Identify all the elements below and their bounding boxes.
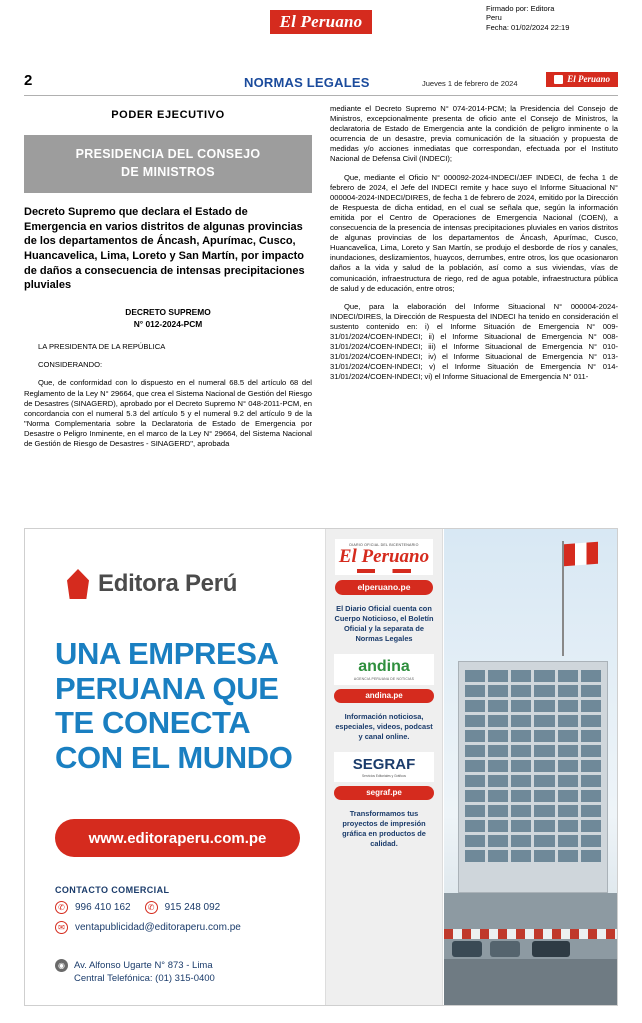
authority-line: LA PRESIDENTA DE LA REPÚBLICA xyxy=(38,342,166,352)
segraf-url[interactable]: segraf.pe xyxy=(334,786,434,800)
envelope-icon: ✉ xyxy=(55,921,68,934)
street-scene xyxy=(444,893,618,1005)
editora-peru-label: Editora Perú xyxy=(98,570,238,597)
ad-phone-2[interactable]: 915 248 092 xyxy=(164,902,221,913)
andina-description: Información noticiosa, especiales, videos, podcast y canal online. xyxy=(335,711,433,741)
el-peruano-tagline: DIARIO OFICIAL DEL BICENTENARIO xyxy=(349,543,419,547)
entity-line-1: PRESIDENCIA DEL CONSEJO xyxy=(75,146,261,161)
ad-phone-1[interactable]: 996 410 162 xyxy=(75,902,131,913)
page-number: 2 xyxy=(24,72,33,89)
phone-icon-2: ✆ xyxy=(145,901,158,914)
ad-photo xyxy=(444,529,618,1005)
right-paragraph-1: mediante el Decreto Supremo N° 074-2014-PCM; la Presidencia del Consejo de Ministros, excepcionalmente presenta de oficio ante el Consejo de Ministros, la declaratoria de Estado de Emergencia ante la condición de peligro inminente o la ocurrencia de un desastre, previa comunicación de la situación y propuesta de medidas y/o acciones inmediatas que correspondan, efectuada por el Instituto Nacional de Defensa Civil (INDECI); xyxy=(330,104,618,164)
page-title: NORMAS LEGALES xyxy=(244,75,370,90)
header-el-peruano-logo xyxy=(546,72,618,87)
vehicle-icon-3 xyxy=(532,941,570,957)
building-illustration xyxy=(458,661,608,893)
ad-contact-list xyxy=(55,901,315,941)
editora-peru-logo xyxy=(67,569,237,599)
ad-main-panel xyxy=(25,529,325,1005)
flag-icon xyxy=(554,75,563,84)
ad-headline: UNA EMPRESA PERUANA QUE TE CONECTA CON EL MUNDO xyxy=(55,636,293,776)
awning-icon xyxy=(444,929,618,939)
ad-central-phone: Central Telefónica: (01) 315-0400 xyxy=(74,973,215,985)
stamp-line-2: Peru xyxy=(486,13,502,23)
ad-phone-row xyxy=(55,901,315,914)
brand-segraf xyxy=(334,752,434,782)
ad-email[interactable]: ventapublicidad@editoraperu.com.pe xyxy=(75,922,241,933)
segraf-name: SEGRAF xyxy=(352,755,416,773)
masthead xyxy=(0,10,642,34)
vehicle-icon-1 xyxy=(452,941,482,957)
header-date: Jueves 1 de febrero de 2024 xyxy=(422,79,518,88)
andina-subtitle: AGENCIA PERUANA DE NOTICIAS xyxy=(353,676,415,681)
ad-url-button[interactable]: www.editoraperu.com.pe xyxy=(55,819,300,857)
stamp-line-1: Firmado por: Editora xyxy=(486,4,555,13)
left-paragraph-1: Que, de conformidad con lo dispuesto en el numeral 68.5 del artículo 68 del Reglamento de la Ley N° 29664, que crea el Sistema Nacional de Gestión del Riesgo de Desastres (SINAGERD), aprobado por el Decreto Supremo N° 048-2011-PCM, en concordancia con el numeral 5.3 del artículo 5 y el numeral 9.2 del artículo 9 de la "Norma Complementaria sobre la Declaratoria de Estado de Emergencia por Desastre o Peligro Inminente, en el marco de la Ley N° 29664, del Sistema Nacional de Gestión de Riesgo de Desastres - SINAGERD", aprobada xyxy=(24,378,312,449)
el-peruano-name: El Peruano xyxy=(338,546,430,567)
right-column xyxy=(330,104,618,390)
poder-ejecutivo-heading: PODER EJECUTIVO xyxy=(111,109,225,121)
peru-flag-bar-icon xyxy=(357,569,411,573)
decree-number: N° 012-2024-PCM xyxy=(133,318,203,329)
ad-address-block xyxy=(55,959,317,986)
building-windows xyxy=(465,670,601,884)
phone-icon: ✆ xyxy=(55,901,68,914)
entity-band xyxy=(24,135,312,194)
ad-contact-title: CONTACTO COMERCIAL xyxy=(55,885,170,895)
considering-line: CONSIDERANDO: xyxy=(38,360,103,370)
ad-email-row xyxy=(55,921,315,934)
peru-flag-icon xyxy=(564,542,598,566)
andina-name: andina xyxy=(358,657,410,675)
entity-line-2: DE MINISTROS xyxy=(121,165,215,180)
header-divider xyxy=(24,95,618,96)
advertisement xyxy=(24,528,618,1006)
right-paragraph-2: Que, mediante el Oficio N° 000092-2024-INDECI/JEF INDECI, de fecha 1 de febrero de 2024, el Jefe del INDECI remite y hace suyo el Informe Situacional N° 000004-2024-INDECI/DIRES, de fecha 1 de febrero de 2024, emitido por la Dirección de Respuesta de dicha entidad, en el cual se señala que, según la información emitida por el Centro de Operaciones de Emergencia Nacional (COEN), a consecuencia de la presencia de intensas precipitaciones pluviales en varios distritos de algunas provincias de los departamentos de Áncash, Apurímac, Cusco, Huancavelica, Lima, Loreto y San Martín, se produjo el desborde de ríos y canales, inundaciones, deslizamientos, huaycos, derrumbes, entre otros, los que ocasionaron daños a la vida y salud de la población, así como a sus viviendas, vías de comunicación, infraestructura de riego, red de agua potable, infraestructura pública de salud y de educación, entre otros; xyxy=(330,172,618,293)
andina-url[interactable]: andina.pe xyxy=(334,689,434,703)
flame-icon xyxy=(67,569,89,599)
vehicle-icon-2 xyxy=(490,941,520,957)
el-peruano-description: El Diario Oficial cuenta con Cuerpo Noticioso, el Boletín Oficial y la separata de Normas Legales xyxy=(334,603,434,643)
decree-label: DECRETO SUPREMO xyxy=(125,306,211,317)
header-logo-label: El Peruano xyxy=(567,74,610,84)
page-header xyxy=(24,72,618,94)
location-pin-icon: ◉ xyxy=(55,959,68,972)
el-peruano-logo: El Peruano xyxy=(270,10,373,34)
brand-el-peruano xyxy=(335,539,433,575)
stamp-line-3: Fecha: 01/02/2024 22:19 xyxy=(486,22,570,32)
ad-brands-panel xyxy=(325,529,443,1005)
left-column xyxy=(24,104,312,457)
segraf-description: Transformamos tus proyectos de impresión gráfica en productos de calidad. xyxy=(342,808,426,848)
road xyxy=(444,959,618,1005)
ad-address: Av. Alfonso Ugarte N° 873 - Lima xyxy=(74,960,213,971)
brand-andina xyxy=(334,654,434,685)
decree-number-block xyxy=(24,307,312,331)
el-peruano-url[interactable]: elperuano.pe xyxy=(335,580,433,595)
decree-title: Decreto Supremo que declara el Estado de Emergencia en varios distritos de algunas provincias de los departamentos de Áncash, Apurímac, Cusco, Huancavelica, Lima, Loreto y San Martín, por impacto de daños a consecuencia de intensas precipitaciones pluviales xyxy=(24,206,305,292)
right-paragraph-3: Que, para la elaboración del Informe Situacional N° 000004-2024-INDECI/DIRES, la Dirección de Respuesta del INDECI ha tenido en consideración el sustento contenido en: i) el Informe Situación de Emergencia N° 009-31/01/2024/COEN-INDECI; ii) el Informe Situacional de Emergencia N° 008-31/01/2024/COEN-INDECI; iii) el Informe Situacional de Emergencia N° 010-31/01/2024/COEN-INDECI; iv) el Informe Situacional de Emergencia N° 013-31/01/2024/COEN-INDECI; v) el Informe Situación de Emergencia N° 014-31/01/2024/COEN-INDECI; vi) el Informe Situacional de Emergencia N° 011- xyxy=(330,301,618,382)
segraf-subtitle: Servicios Editoriales y Gráficos xyxy=(362,773,406,778)
